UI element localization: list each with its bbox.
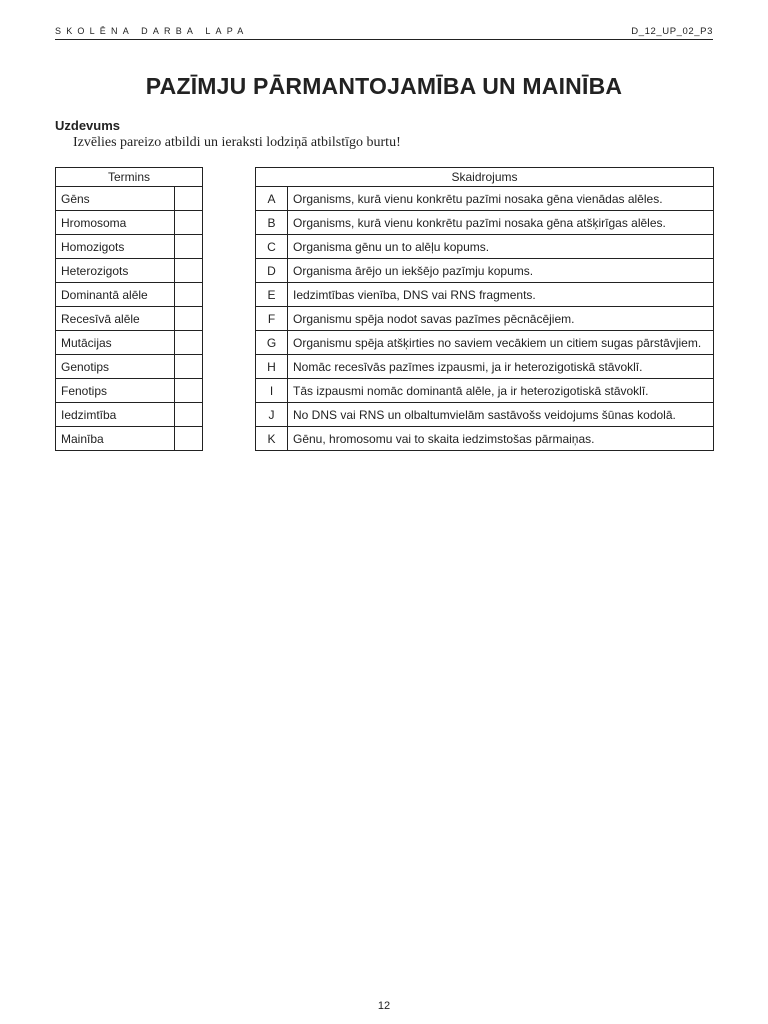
page-number: 12 <box>377 1000 391 1012</box>
task-instruction: Izvēlies pareizo atbildi un ieraksti lodziņā atbilstīgo burtu! <box>73 135 401 150</box>
explanation-text: Organisma ārējo un iekšējo pazīmju kopums. <box>288 259 714 283</box>
explanation-row <box>256 211 714 235</box>
explanations-header: Skaidrojums <box>256 168 714 187</box>
answer-box[interactable] <box>174 379 202 403</box>
term-row <box>56 283 203 307</box>
explanation-letter: F <box>256 307 288 331</box>
explanation-text: Gēnu, hromosomu vai to skaita iedzimstošas pārmaiņas. <box>288 427 714 451</box>
explanation-row <box>256 355 714 379</box>
explanation-row <box>256 283 714 307</box>
explanation-row <box>256 403 714 427</box>
explanation-text: Tās izpausmi nomāc dominantā alēle, ja ir heterozigotiskā stāvoklī. <box>288 379 714 403</box>
answer-box[interactable] <box>174 307 202 331</box>
explanation-letter: J <box>256 403 288 427</box>
answer-box[interactable] <box>174 427 202 451</box>
term-row <box>56 235 203 259</box>
term-row <box>56 259 203 283</box>
explanation-letter: B <box>256 211 288 235</box>
term-row <box>56 355 203 379</box>
explanation-letter: E <box>256 283 288 307</box>
explanation-letter: D <box>256 259 288 283</box>
term-label: Hromosoma <box>56 211 175 235</box>
answer-box[interactable] <box>174 259 202 283</box>
term-row <box>56 427 203 451</box>
explanation-row <box>256 379 714 403</box>
explanation-letter: A <box>256 187 288 211</box>
term-row <box>56 187 203 211</box>
explanation-text: Organisms, kurā vienu konkrētu pazīmi nosaka gēna atšķirīgas alēles. <box>288 211 714 235</box>
explanation-text: Organismu spēja nodot savas pazīmes pēcnācējiem. <box>288 307 714 331</box>
term-label: Homozigots <box>56 235 175 259</box>
answer-box[interactable] <box>174 355 202 379</box>
explanation-letter: G <box>256 331 288 355</box>
task-label: Uzdevums <box>55 118 121 133</box>
worksheet-label: SKOLĒNA DARBA LAPA <box>55 26 249 36</box>
term-label: Mutācijas <box>56 331 175 355</box>
answer-box[interactable] <box>174 187 202 211</box>
explanation-text: Iedzimtības vienība, DNS vai RNS fragments. <box>288 283 714 307</box>
terms-table <box>55 167 203 451</box>
explanation-text: Organismu spēja atšķirties no saviem vecākiem un citiem sugas pārstāvjiem. <box>288 331 714 355</box>
term-label: Fenotips <box>56 379 175 403</box>
answer-box[interactable] <box>174 403 202 427</box>
explanation-letter: K <box>256 427 288 451</box>
term-label: Heterozigots <box>56 259 175 283</box>
term-label: Recesīvā alēle <box>56 307 175 331</box>
explanation-row <box>256 307 714 331</box>
term-row <box>56 379 203 403</box>
explanation-letter: H <box>256 355 288 379</box>
explanation-letter: I <box>256 379 288 403</box>
term-label: Dominantā alēle <box>56 283 175 307</box>
explanation-text: No DNS vai RNS un olbaltumvielām sastāvošs veidojums šūnas kodolā. <box>288 403 714 427</box>
term-label: Genotips <box>56 355 175 379</box>
answer-box[interactable] <box>174 283 202 307</box>
term-row <box>56 403 203 427</box>
term-row <box>56 307 203 331</box>
explanation-row <box>256 331 714 355</box>
term-label: Gēns <box>56 187 175 211</box>
term-label: Iedzimtība <box>56 403 175 427</box>
answer-box[interactable] <box>174 211 202 235</box>
answer-box[interactable] <box>174 235 202 259</box>
document-code: D_12_UP_02_P3 <box>631 26 713 37</box>
explanation-text: Organisma gēnu un to alēļu kopums. <box>288 235 714 259</box>
terms-header: Termins <box>56 168 203 187</box>
page-header <box>55 24 713 40</box>
explanation-row <box>256 187 714 211</box>
explanation-row <box>256 427 714 451</box>
term-row <box>56 331 203 355</box>
term-label: Mainība <box>56 427 175 451</box>
explanations-table <box>255 167 714 451</box>
explanation-row <box>256 259 714 283</box>
answer-box[interactable] <box>174 331 202 355</box>
term-row <box>56 211 203 235</box>
page-title: PAZĪMJU PĀRMANTOJAMĪBA UN MAINĪBA <box>145 73 623 99</box>
explanation-text: Organisms, kurā vienu konkrētu pazīmi nosaka gēna vienādas alēles. <box>288 187 714 211</box>
explanation-letter: C <box>256 235 288 259</box>
explanation-row <box>256 235 714 259</box>
explanation-text: Nomāc recesīvās pazīmes izpausmi, ja ir heterozigotiskā stāvoklī. <box>288 355 714 379</box>
